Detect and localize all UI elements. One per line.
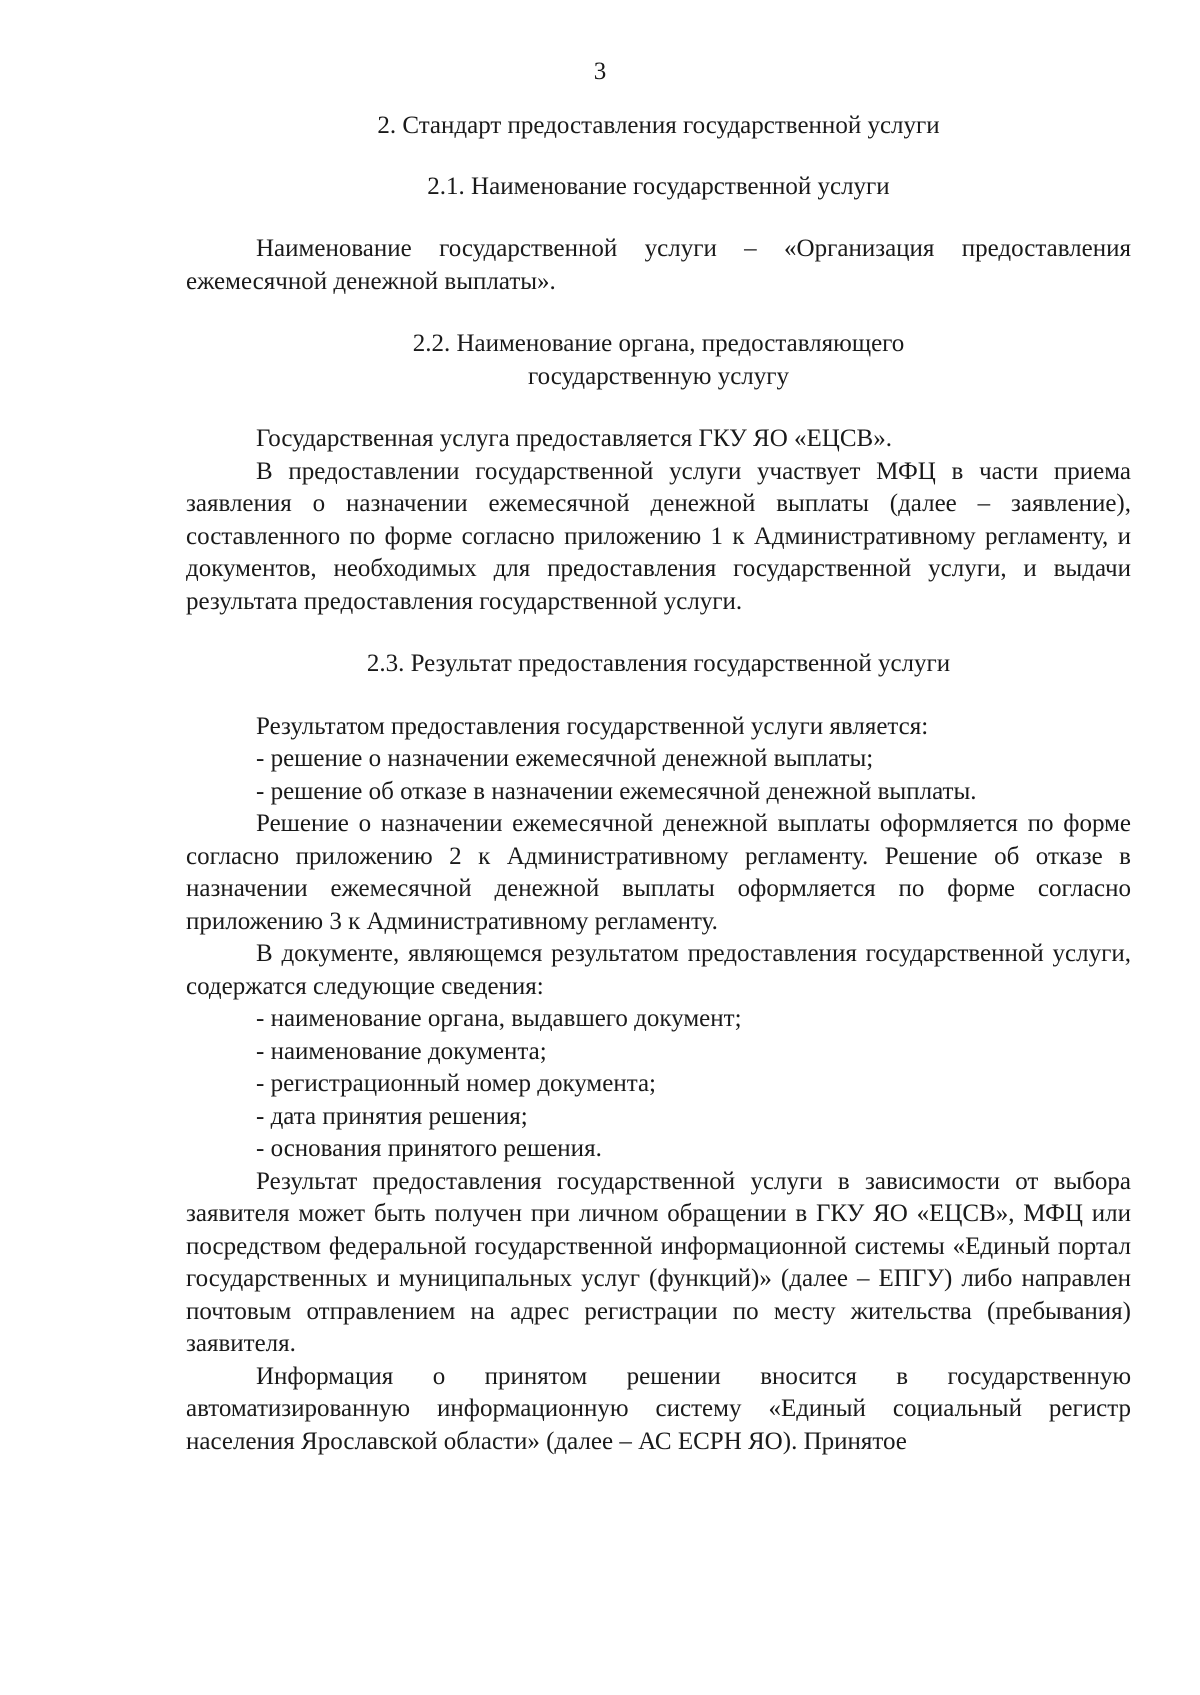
result-receipt-paragraph: Результат предоставления государственной услуги в зависимости от выбора заявителя может быть получен при личном обращении в ГКУ ЯО «ЕЦСВ», МФЦ или посредством федеральной государственной информационной системы «Единый портал государственных и муниципальных услуг (функций)» (далее – ЕПГУ) либо направлен почтовым отправлением на адрес регистрации по месту жительства (пребывания) заявителя.	[186, 1167, 1131, 1357]
decision-info-paragraph: Информация о принятом решении вносится в государственную автоматизированную информационную систему «Единый социальный регистр населения Ярославской области» (далее – АС ЕСРН ЯО). Принятое	[186, 1362, 1131, 1455]
document-contents-paragraph: В документе, являющемся результатом предоставления государственной услуги, содержатся следующие сведения:	[186, 940, 1131, 1000]
document-body	[186, 110, 1131, 1458]
document-list-item: - наименование органа, выдавшего документ;	[256, 1005, 742, 1032]
document-list-item: - регистрационный номер документа;	[256, 1070, 656, 1097]
page-number: 3	[593, 58, 607, 85]
mfc-participation-paragraph: В предоставлении государственной услуги участвует МФЦ в части приема заявления о назначении ежемесячной денежной выплаты (далее – заявление), составленного по форме согласно приложению 1 к Административному регламенту, и документов, необходимых для предоставления государственной услуги, и выдачи результата предоставления государственной услуги.	[186, 457, 1131, 615]
section-title: 2. Стандарт предоставления государственной услуги	[377, 112, 940, 139]
provider-paragraph: Государственная услуга предоставляется ГКУ ЯО «ЕЦСВ».	[256, 425, 892, 452]
document-list-item: - дата принятия решения;	[256, 1102, 528, 1130]
subsection-2-2-title-line2: государственную услугу	[527, 362, 790, 390]
document-list-item: - наименование документа;	[256, 1037, 547, 1065]
result-intro-paragraph: Результатом предоставления государственной услуги является:	[256, 712, 929, 740]
subsection-2-2-title-line1: 2.2. Наименование органа, предоставляющего	[412, 330, 905, 357]
service-name-paragraph: Наименование государственной услуги – «Организация предоставления ежемесячной денежной выплаты».	[186, 235, 1131, 295]
decision-forms-paragraph: Решение о назначении ежемесячной денежной выплаты оформляется по форме согласно приложению 2 к Административному регламенту. Решение об отказе в назначении ежемесячной денежной выплаты оформляется по форме согласно приложению 3 к Административному регламенту.	[186, 810, 1131, 935]
subsection-2-3-title: 2.3. Результат предоставления государственной услуги	[366, 650, 951, 677]
document-list-item: - основания принятого решения.	[256, 1135, 602, 1162]
result-list-item: - решение о назначении ежемесячной денежной выплаты;	[256, 745, 874, 772]
result-list-item: - решение об отказе в назначении ежемесячной денежной выплаты.	[256, 777, 977, 805]
subsection-2-1-title: 2.1. Наименование государственной услуги	[427, 172, 890, 200]
